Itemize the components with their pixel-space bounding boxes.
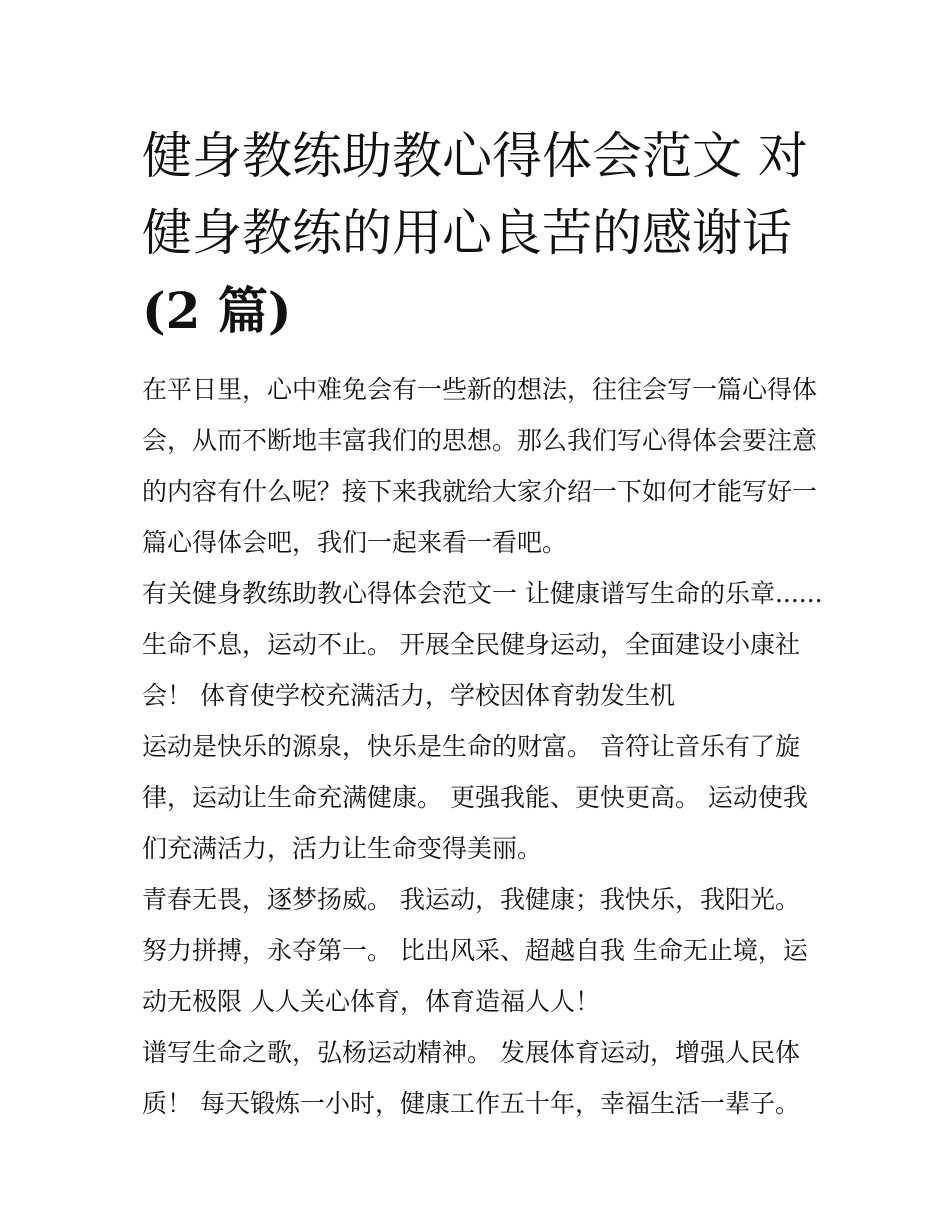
- document-page: [142, 118, 823, 1129]
- paragraph-line: 的内容有什么呢？接下来我就给大家介绍一下如何才能写好一: [142, 477, 818, 506]
- slogan-paragraph-3: [142, 1027, 810, 1129]
- paragraph-line: 努力拼搏，永夺第一。 比出风采、超越自我 生命无止境，运: [142, 936, 808, 965]
- paragraph-line: 会！ 体育使学校充满活力，学校因体育勃发生机: [142, 681, 675, 710]
- paragraph-line: 有关健身教练助教心得体会范文一 让健康谱写生命的乐章......: [142, 579, 823, 608]
- paragraph-line: 们充满活力，活力让生命变得美丽。: [142, 834, 543, 863]
- paragraph-line: 律，运动让生命充满健康。 更强我能、更快更高。 运动使我: [142, 783, 808, 812]
- paragraph-line: 动无极限 人人关心体育，体育造福人人！: [142, 987, 600, 1016]
- title-line-3: (2 篇): [142, 281, 292, 340]
- paragraph-line: 质！ 每天锻炼一小时，健康工作五十年，幸福生活一辈子。: [142, 1089, 800, 1118]
- section-one-paragraph: [142, 568, 823, 721]
- slogan-paragraph-1: [142, 721, 810, 874]
- paragraph-line: 篇心得体会吧，我们一起来看一看吧。: [142, 528, 568, 557]
- paragraph-line: 在平日里，心中难免会有一些新的想法，往往会写一篇心得体: [142, 375, 818, 404]
- slogan-paragraph-2: [142, 874, 810, 1027]
- paragraph-line: 生命不息，运动不止。 开展全民健身运动，全面建设小康社: [142, 630, 800, 659]
- paragraph-line: 运动是快乐的源泉，快乐是生命的财富。 音符让音乐有了旋: [142, 732, 800, 761]
- title-line-1: 健身教练助教心得体会范文 对: [142, 127, 808, 185]
- intro-paragraph: [142, 364, 818, 568]
- document-title: [142, 118, 810, 349]
- paragraph-line: 会，从而不断地丰富我们的思想。那么我们写心得体会要注意: [142, 426, 818, 455]
- title-line-2: 健身教练的用心良苦的感谢话: [142, 204, 792, 262]
- paragraph-line: 青春无畏，逐梦扬威。 我运动，我健康；我快乐，我阳光。: [142, 885, 800, 914]
- paragraph-line: 谱写生命之歌，弘杨运动精神。 发展体育运动，增强人民体: [142, 1038, 800, 1067]
